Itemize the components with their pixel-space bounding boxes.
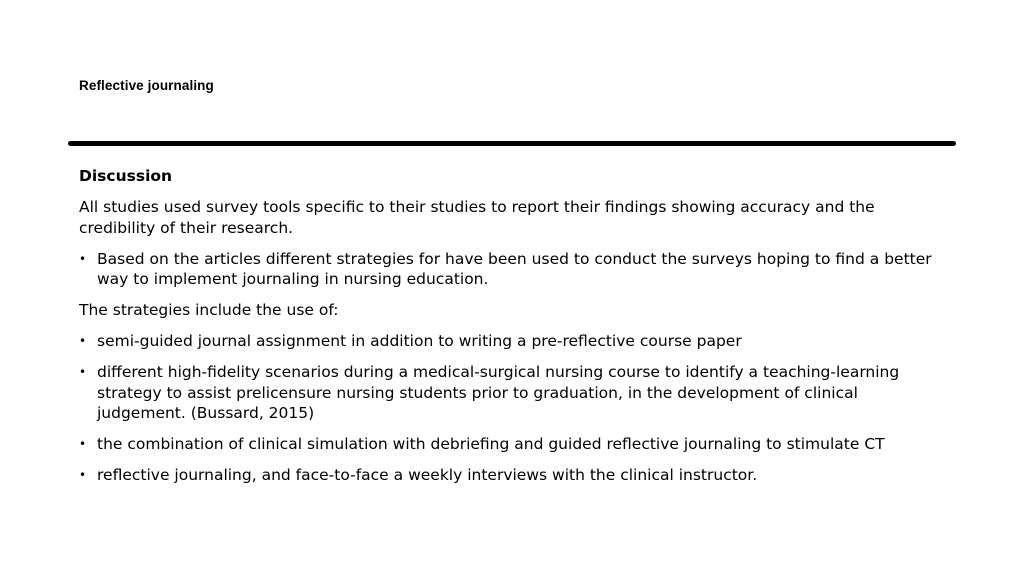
list-item-text: semi-guided journal assignment in addition to writing a pre-reflective course paper: [97, 332, 742, 350]
bullet-icon: •: [79, 365, 87, 379]
title-divider: [68, 141, 956, 146]
bullet-icon: •: [79, 334, 87, 348]
slide-title: Reflective journaling: [79, 78, 214, 93]
bullet-icon: •: [79, 468, 87, 482]
intro-paragraph: All studies used survey tools specific to their studies to report their findings showing accuracy and the credibility of their research.: [79, 198, 875, 237]
list-item: [79, 434, 949, 455]
list-item-text: reflective journaling, and face-to-face a weekly interviews with the clinical instructor.: [97, 466, 758, 484]
list-item: [79, 331, 949, 352]
list-item-text: the combination of clinical simulation with debriefing and guided reflective journaling to stimulate CT: [97, 435, 885, 453]
list-item: [79, 249, 949, 290]
bullet-icon: •: [79, 437, 87, 451]
list-item: [79, 465, 949, 486]
slide-body: [79, 166, 949, 496]
list-item-text: different high-fidelity scenarios during a medical-surgical nursing course to identify a teaching-learning strategy to assist prelicensure nursing students prior to graduation, in the development of clinical judgement. (Bussard, 2015): [97, 363, 900, 422]
section-heading: Discussion: [79, 167, 173, 185]
strategies-intro: The strategies include the use of:: [79, 301, 339, 319]
list-item-text: Based on the articles different strategies for have been used to conduct the surveys hoping to find a better way to implement journaling in nursing education.: [97, 249, 932, 288]
bullet-icon: •: [79, 251, 87, 266]
list-item: [79, 362, 949, 424]
